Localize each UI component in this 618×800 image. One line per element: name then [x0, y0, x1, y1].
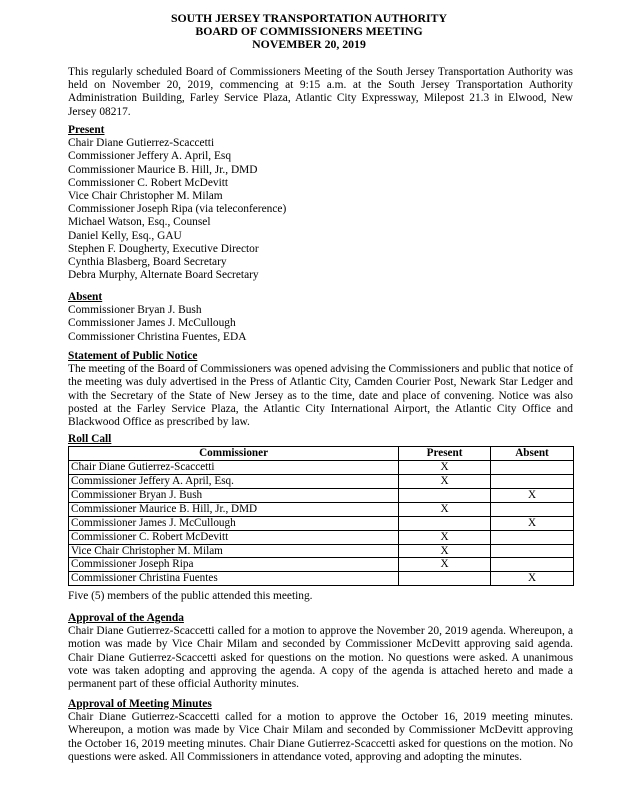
list-item: Daniel Kelly, Esq., GAU	[68, 229, 182, 242]
table-row	[69, 461, 574, 475]
roll-call-section	[68, 433, 573, 603]
present-section	[68, 124, 573, 282]
commissioner-name: Commissioner Jeffery A. April, Esq.	[69, 475, 399, 489]
public-notice-text: The meeting of the Board of Commissioners was opened advising the Commissioners and public that notice of the meeting was duly advertised in the Press of Atlantic City, Camden Courier Post, Newark Star Ledger and with the Secretary of the State of New Jersey as to the time, date and place of convening. Notice was also posted at the Farley Service Plaza, the Atlantic City International Airport, the Atlantic City Office and Blackwood Office as prescribed by law.	[68, 363, 573, 429]
public-attendance-note: Five (5) members of the public attended this meeting.	[68, 590, 313, 603]
list-item: Commissioner Bryan J. Bush	[68, 304, 202, 317]
table-row	[69, 558, 574, 572]
public-notice-title: Statement of Public Notice	[68, 350, 198, 362]
absent-mark: X	[490, 572, 573, 586]
public-notice-section	[68, 350, 573, 429]
absent-mark	[490, 475, 573, 489]
absent-title: Absent	[68, 291, 103, 303]
absent-mark	[490, 544, 573, 558]
commissioner-name: Chair Diane Gutierrez-Scaccetti	[69, 461, 399, 475]
absent-mark	[490, 461, 573, 475]
roll-call-table	[68, 446, 574, 586]
list-item: Commissioner Maurice B. Hill, Jr., DMD	[68, 163, 258, 176]
table-row	[69, 475, 574, 489]
present-mark	[399, 572, 491, 586]
header-meeting: BOARD OF COMMISSIONERS MEETING	[195, 24, 423, 38]
commissioner-name: Commissioner Joseph Ripa	[69, 558, 399, 572]
list-item: Michael Watson, Esq., Counsel	[68, 216, 211, 229]
minutes-text: Chair Diane Gutierrez-Scaccetti called for a motion to approve the October 16, 2019 meeting minutes. Whereupon, a motion was made by Vice Chair Milam and seconded by Commissioner McDevitt approving the October 16, 2019 meeting minutes. Chair Diane Gutierrez-Scaccetti asked for questions on the motion. No questions were asked. All Commissioners in attendance voted, approving and adopting the minutes.	[68, 711, 573, 763]
table-row	[69, 572, 574, 586]
list-item: Commissioner Jeffery A. April, Esq	[68, 150, 232, 163]
table-header-row	[69, 447, 574, 461]
present-list	[68, 137, 573, 282]
table-row	[69, 530, 574, 544]
intro-paragraph: This regularly scheduled Board of Commissioners Meeting of the South Jersey Transportation Authority was held on November 20, 2019, commencing at 9:15 a.m. at the South Jersey Transportation Authority Administration Building, Farley Service Plaza, Atlantic City Expressway, Milepost 21.3 in Elwood, New Jersey 08217.	[68, 66, 573, 118]
table-row	[69, 544, 574, 558]
commissioner-name: Commissioner Maurice B. Hill, Jr., DMD	[69, 502, 399, 516]
commissioner-name: Vice Chair Christopher M. Milam	[69, 544, 399, 558]
absent-mark	[490, 530, 573, 544]
present-mark	[399, 488, 491, 502]
absent-mark	[490, 502, 573, 516]
list-item: Commissioner Joseph Ripa (via teleconference)	[68, 203, 287, 216]
minutes-title: Approval of Meeting Minutes	[68, 698, 212, 710]
list-item: Commissioner Christina Fuentes, EDA	[68, 330, 247, 343]
list-item: Vice Chair Christopher M. Milam	[68, 190, 223, 203]
present-mark: X	[399, 475, 491, 489]
column-header-commissioner: Commissioner	[69, 447, 399, 461]
table-row	[69, 516, 574, 530]
present-mark: X	[399, 461, 491, 475]
agenda-text: Chair Diane Gutierrez-Scaccetti called for a motion to approve the November 20, 2019 agenda. Whereupon, a motion was made by Vice Chair Milam and seconded by Commissioner McDevitt approving said agenda. Chair Diane Gutierrez-Scaccetti asked for questions on the motion. No questions were asked. A unanimous vote was taken adopting and approving the agenda. A copy of the agenda is attached hereto and made a permanent part of these official Authority minutes.	[68, 625, 573, 691]
present-title: Present	[68, 124, 105, 136]
header-authority: SOUTH JERSEY TRANSPORTATION AUTHORITY	[170, 11, 448, 25]
present-mark	[399, 516, 491, 530]
table-row	[69, 502, 574, 516]
agenda-section	[68, 612, 573, 691]
list-item: Debra Murphy, Alternate Board Secretary	[68, 269, 259, 282]
commissioner-name: Commissioner James J. McCullough	[69, 516, 399, 530]
absent-list	[68, 304, 573, 344]
column-header-absent: Absent	[490, 447, 573, 461]
absent-mark: X	[490, 488, 573, 502]
list-item: Cynthia Blasberg, Board Secretary	[68, 256, 227, 269]
table-row	[69, 488, 574, 502]
header-date: NOVEMBER 20, 2019	[252, 37, 366, 51]
roll-call-title: Roll Call	[68, 433, 112, 445]
list-item: Chair Diane Gutierrez-Scaccetti	[68, 137, 215, 150]
list-item: Commissioner James J. McCullough	[68, 317, 236, 330]
commissioner-name: Commissioner C. Robert McDevitt	[69, 530, 399, 544]
commissioner-name: Commissioner Bryan J. Bush	[69, 488, 399, 502]
present-mark: X	[399, 544, 491, 558]
present-mark: X	[399, 530, 491, 544]
absent-mark	[490, 558, 573, 572]
column-header-present: Present	[399, 447, 491, 461]
minutes-section	[68, 698, 573, 764]
absent-section	[68, 291, 573, 344]
commissioner-name: Commissioner Christina Fuentes	[69, 572, 399, 586]
list-item: Commissioner C. Robert McDevitt	[68, 176, 229, 189]
agenda-title: Approval of the Agenda	[68, 612, 184, 624]
document-header	[0, 12, 618, 51]
present-mark: X	[399, 502, 491, 516]
list-item: Stephen F. Dougherty, Executive Director	[68, 242, 259, 255]
present-mark: X	[399, 558, 491, 572]
absent-mark: X	[490, 516, 573, 530]
